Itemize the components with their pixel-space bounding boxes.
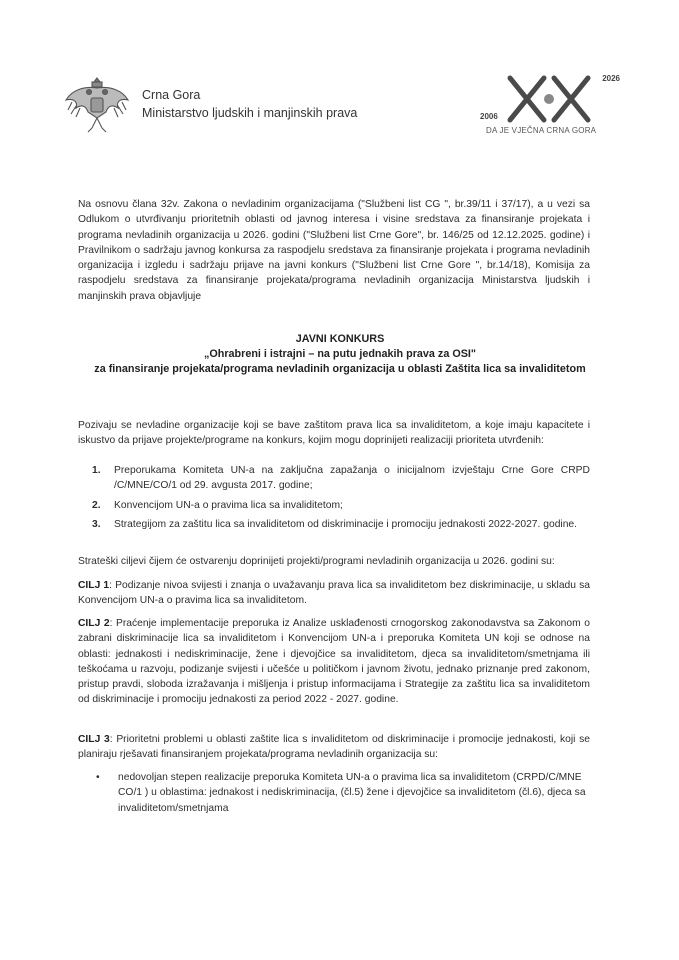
list-text: Strategijom za zaštitu lica sa invaliditetom od diskriminacije i promociju jednakosti 2022-2027. godine. bbox=[114, 518, 578, 530]
bullet-symbol: • bbox=[96, 772, 100, 783]
invitation-paragraph: Pozivaju se nevladine organizacije koji se bave zaštitom prava lica sa invaliditetom, a koje imaju kapacitete i iskustvo da prijave projekte/programe na konkurs, kojim mogu doprinijeti realizaciji prioriteta utvrđenih: bbox=[78, 420, 590, 447]
organization-name bbox=[142, 86, 357, 122]
goal-text: : Prioritetni problemi u oblasti zaštite lica s invaliditetom od diskriminacije i promocije jednakosti, koji se planiraju rješavati finansiranjem projekata/programa nevladinih organizacija su: bbox=[78, 734, 590, 761]
goal-2 bbox=[78, 616, 590, 708]
legal-basis-paragraph: Na osnovu člana 32v. Zakona o nevladinim organizacijama ("Službeni list CG ", br.39/11 i 37/17), a u vezi sa Odlukom o utvrđivanju prioritetnih oblasti od javnog interesa i visine sredstava za finansiranje projekata i programa nevladinih organizacija u 2026. godini ("Službeni list Crne Gore", br. 146/25 od 12.12.2025. godine) i Pravilnikom o sadržaju javnog konkursa za raspodjelu sredstava za finansiranje projekata i programa nevladinih organizacija i izgledu i sadržaju prijave na javni konkurs ("Službeni list Crne Gore ", br.14/18), Komisija za raspodjelu sredstava za finansiranje projekata/programa nevladinih organizacija Ministarstva ljudskih i manjinskih prava objavljuje bbox=[78, 199, 590, 302]
logo-year-end: 2026 bbox=[602, 74, 620, 83]
strategic-goals-intro: Strateški ciljevi čijem će ostvarenju doprinijeti projekti/programi nevladinih organizacija u 2026. godini su: bbox=[78, 556, 555, 567]
document-title bbox=[60, 332, 620, 377]
list-text: Konvencijom UN-a o pravima lica sa invaliditetom; bbox=[114, 499, 343, 511]
country-name: Crna Gora bbox=[142, 88, 201, 102]
goal-text: : Praćenje implementacije preporuka iz Analize usklađenosti crnogorskog zakonodavstva sa Zakonom o zabrani diskriminacije lica sa invaliditetom i Konvencijom UN-a i preporuka Komiteta UN koji se odnose na oblasti: jednakosti i nediskriminacije, žene i djevojčice sa invaliditetom, djeca sa invaliditetom/smetnjama ili teškoćama u razvoju, podizanje svijesti i učešće u političkom i javnom životu, jednako priznanje pred zakonom, pristup pravdi, sloboda izražavanja i mišljenja i pristup informacijama i Strategije za zaštitu lica sa invaliditetom od diskriminacije i promociju jednakosti za period 2022 - 2027. godine. bbox=[78, 618, 590, 706]
title-line-2: „Ohrabreni i istrajni – na putu jednakih prava za OSI" bbox=[203, 348, 477, 360]
xx-anniversary-icon bbox=[504, 74, 596, 124]
goal-text: : Podizanje nivoa svijesti i znanja o uvažavanju prava lica sa invaliditetom bez diskriminacije, u skladu sa Konvencijom UN-a o pravima lica sa invaliditetom. bbox=[78, 580, 590, 607]
list-item bbox=[92, 498, 590, 513]
letterhead bbox=[62, 72, 622, 142]
ministry-name: Ministarstvo ljudskih i manjinskih prava bbox=[142, 106, 358, 120]
list-item bbox=[92, 463, 590, 494]
list-number: 2. bbox=[92, 499, 101, 511]
goal-label: CILJ 1 bbox=[78, 580, 110, 591]
list-text: Preporukama Komiteta UN-a na zaključna zapažanja o inicijalnom izvještaju Crne Gore CRPD /C/MNE/CO/1 od 29. avgusta 2017. godine; bbox=[114, 465, 590, 492]
goal-label: CILJ 3 bbox=[78, 734, 110, 745]
list-number: 3. bbox=[92, 518, 101, 530]
title-line-1: JAVNI KONKURS bbox=[295, 333, 385, 345]
bullet-item bbox=[92, 770, 590, 816]
priorities-list bbox=[92, 463, 590, 536]
list-number: 1. bbox=[92, 465, 101, 476]
bullet-text: nedovoljan stepen realizacije preporuka Komiteta UN-a o pravima lica sa invaliditetom (CRPD/C/MNE CO/1 ) u oblastima: jednakost i nediskriminacija, (čl.5) žene i djevojčice sa invaliditetom (čl.6), djeca sa invaliditetom/smetnjama bbox=[118, 772, 586, 814]
logo-year-start: 2006 bbox=[480, 112, 498, 121]
logo-tagline: DA JE VJEČNA CRNA GORA bbox=[486, 126, 597, 135]
goal-3 bbox=[78, 732, 590, 763]
goal-label: CILJ 2 bbox=[78, 618, 110, 629]
anniversary-logo bbox=[480, 74, 620, 138]
list-item bbox=[92, 517, 590, 532]
goal-1 bbox=[78, 578, 590, 609]
title-line-3: za finansiranje projekata/programa nevladinih organizacija u oblasti Zaštita lica sa invaliditetom bbox=[94, 363, 586, 375]
coat-of-arms-icon bbox=[62, 72, 132, 136]
